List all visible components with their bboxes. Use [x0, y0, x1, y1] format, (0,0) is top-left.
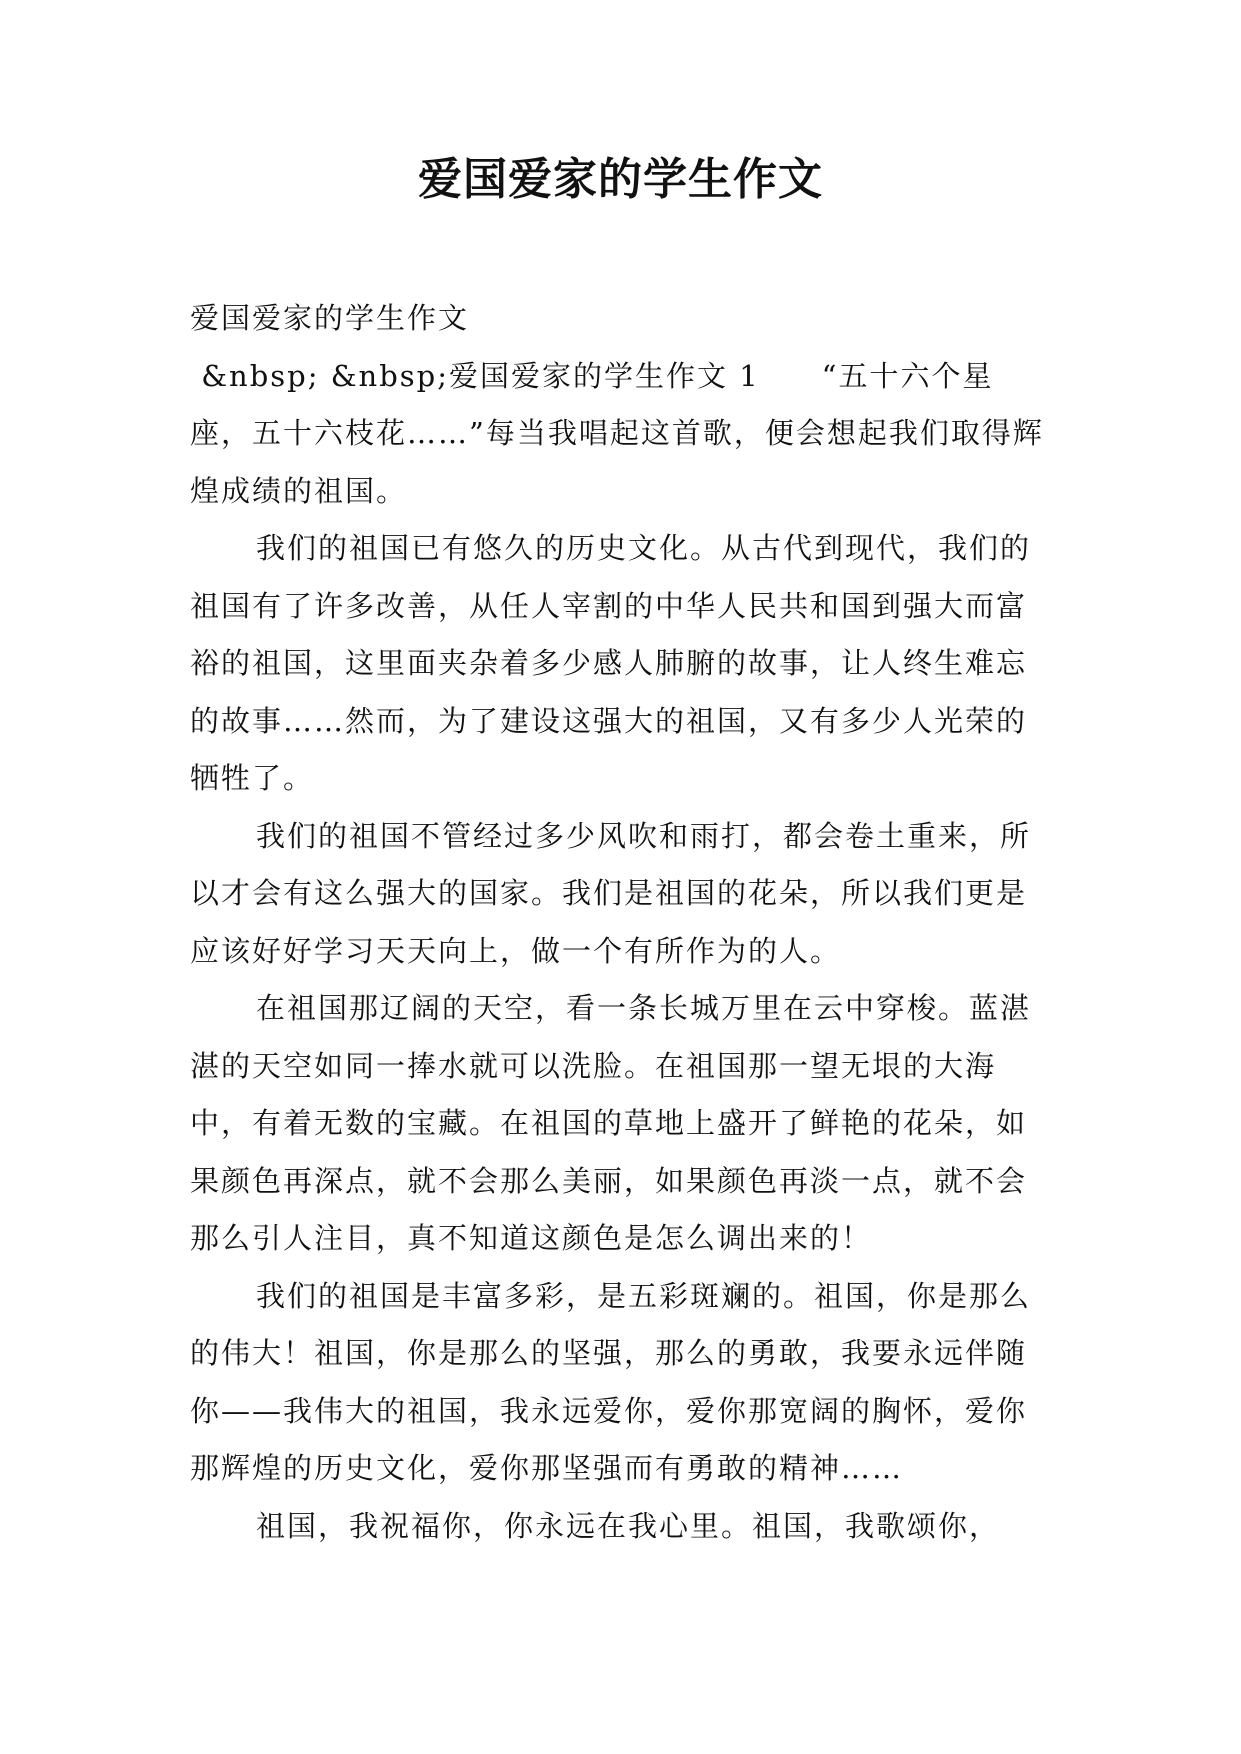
- document-body: [190, 290, 1050, 1555]
- paragraph-blessing: 祖国，我祝福你，你永远在我心里。祖国，我歌颂你，: [256, 1508, 1001, 1543]
- subtitle-line: 爱国爱家的学生作文: [190, 301, 470, 335]
- paragraph-landscape: 在祖国那辽阔的天空，看一条长城万里在云中穿梭。蓝湛湛的天空如同一捧水就可以洗脸。在祖国那一望无垠的大海中，有着无数的宝藏。在祖国的草地上盛开了鲜艳的花朵，如果颜色再深点，就不会那么美丽，如果颜色再淡一点，就不会那么引人注目，真不知道这颜色是怎么调出来的！: [190, 991, 1032, 1255]
- paragraph-intro: &nbsp; &nbsp;爱国爱家的学生作文 1 “五十六个星座，五十六枝花……”每当我唱起这首歌，便会想起我们取得辉煌成绩的祖国。: [190, 358, 1044, 508]
- paragraph-strength: 我们的祖国不管经过多少风吹和雨打，都会卷土重来，所以才会有这么强大的国家。我们是祖国的花朵，所以我们更是应该好好学习天天向上，做一个有所作为的人。: [190, 818, 1032, 968]
- paragraph-praise: 我们的祖国是丰富多彩，是五彩斑斓的。祖国，你是那么的伟大！祖国，你是那么的坚强，那么的勇敢，我要永远伴随你——我伟大的祖国，我永远爱你，爱你那宽阔的胸怀，爱你那辉煌的历史文化，爱你那坚强而有勇敢的精神……: [190, 1278, 1032, 1485]
- paragraph-history: 我们的祖国已有悠久的历史文化。从古代到现代，我们的祖国有了许多改善，从任人宰割的中华人民共和国到强大而富裕的祖国，这里面夹杂着多少感人肺腑的故事，让人终生难忘的故事……然而，为了建设这强大的祖国，又有多少人光荣的牺牲了。: [190, 531, 1032, 795]
- document-title: 爱国爱家的学生作文: [418, 154, 823, 205]
